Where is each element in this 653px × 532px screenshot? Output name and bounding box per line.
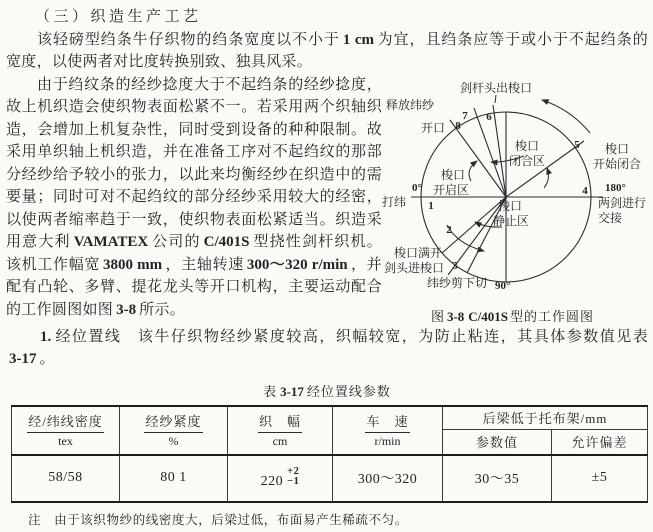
tick-number-7: 7 [462,110,468,122]
tick-number-3: 3 [452,260,458,272]
table-footnote [28,510,648,528]
label-180-degrees: 180° [605,182,626,194]
shed-opening-zone-upper-arrow [469,161,477,181]
figure-caption [374,306,651,325]
closing-zone-right-arrow [544,168,548,188]
rapier-exit-leader-line [495,95,496,103]
para2-text-i: ，并配有凸轮、多臂、提花龙头等开口机构，主要运动配合的工作圆图如图 [6,256,382,318]
cell-allowed-deviation: ±5 [552,455,648,502]
para2-text-g: ，主轴转速 [165,256,244,273]
parameters-table [11,405,648,503]
cell-width-tolerance [287,467,299,487]
figcap-model: C/401S [468,309,509,324]
label-zone-open-1: 梭口 [440,168,466,182]
para2-speed-value: 300～320 r/min [246,256,348,273]
radial-line-6 [493,105,506,197]
timing-circle-diagram [374,76,651,296]
label-zone-open-2: 开启区 [432,183,470,197]
header-allowed-deviation: 允许偏差 [552,429,648,455]
header-tightness [120,406,228,455]
rotation-direction-arrow [542,100,590,133]
label-transfer-2: 交接 [598,211,623,225]
header-backrest-span: 后梁低于托布架/mm [443,406,648,430]
shed-opening-zone-lower-arrow [447,225,484,251]
para1-text-d: 宽度，以使两者对比度转换别致、独具风采。 [6,54,313,70]
header-density [12,406,120,455]
label-release-weft: 释放纬纱 [385,98,435,112]
paragraph-2 [6,74,382,326]
table-row [12,455,648,502]
para2-text-a: 由于绉纹条的经纱捻度大于不起绉条的经纱捻度，故上机织造会使织物表面松紧不一。若采用两个织轴织造，会增加上机复杂性，同时受到设备的种种限制。故采用单织轴上机织造，并在准备工序对不起绉纹的那部分经纱给予较小的张力，以此来均衡经纱在织造中的需要量；同时可对不起绉纹的部分经纱采用较大的经密，以使两者缩率趋于一致，使织物表面松紧适当。织造采用意大利 [6,76,382,250]
header-density-label: 经/纬线密度 [27,411,104,433]
figure-3-8-timing-circle [374,76,651,325]
header-width [228,406,333,455]
paragraph-1-line-2 [6,51,648,74]
header-tightness-unit: % [168,434,179,448]
para2-text-c: 公司的 [151,234,201,250]
para3-text-c: 。 [39,351,55,367]
para2-model: C/401S [203,234,250,250]
label-shedding: 开口 [420,121,446,135]
tick-number-4: 4 [582,185,588,197]
tblcap-label: 表 [263,383,278,399]
tick-number-6: 6 [486,111,492,123]
cell-tightness: 80 1 [120,455,228,502]
label-weft-cut: 纬纱剪下切 [426,276,487,290]
label-0-degrees: 0° [412,182,422,194]
label-zone-dwell-2: 静止区 [492,214,530,228]
header-tightness-label: 经纱紧度 [144,411,202,433]
header-speed-unit: r/min [374,434,401,448]
tick-number-5: 5 [574,139,580,151]
tblcap-title: 经位置线参数 [306,383,391,399]
header-speed-label: 车 速 [365,411,409,433]
figcap-number: 3-8 [446,309,465,324]
para2-text-k: 所示。 [139,301,186,318]
header-row-1 [12,406,648,430]
tick-number-8: 8 [455,120,461,132]
header-parameter-value: 参数值 [443,429,552,455]
cell-width-sub: −1 [287,475,300,487]
para1-text-c: 为宜，且绉条应等于或小于不起绉条的 [376,31,648,48]
tblcap-number: 3-17 [280,383,304,399]
header-width-unit: cm [272,434,288,448]
note-label: 注 [28,512,42,527]
header-density-unit: tex [58,434,73,448]
figcap-prefix: 图 [430,309,445,324]
paragraph-3-line-1 [6,326,648,349]
para1-text-a: 该轻磅型绉条牛仔织物的绉条宽度以不小于 [37,31,340,48]
label-full-open-1: 梭口满开 [394,246,443,260]
cell-width-base: 220 [260,473,284,489]
para3-text-a: 经位置线 该牛仔织物经纱紧度较高，织幅较宽，为防止粘连，其具体参数值见表 [54,328,648,345]
table-caption [6,381,648,400]
label-zone-dwell-1: 梭口 [497,199,523,213]
label-close-start-1: 梭口 [604,142,630,156]
tick-number-2: 2 [446,224,452,236]
cell-parameter-value: 30～35 [443,455,552,502]
para2-text-e: 型挠性剑杆织机。该机工作幅宽 [6,234,382,273]
para2-figure-ref: 3-8 [116,301,137,318]
para3-table-ref: 3-17 [9,351,37,367]
header-speed [333,406,443,455]
figcap-rest: 型的工作圆图 [510,309,595,324]
cell-density: 58/58 [12,455,120,502]
para2-width-value: 3800 mm [103,256,163,273]
label-zone-close-1: 梭口 [514,139,540,153]
cell-width-sup: +2 [287,465,300,477]
para1-value-1cm: 1 cm [342,31,374,48]
label-close-start-2: 开始闭合 [592,157,642,171]
cell-width [228,455,333,502]
tick-number-1: 1 [428,200,434,212]
section-title: （三）织造生产工艺 [35,9,202,25]
label-zone-close-2: 闭合区 [508,154,546,168]
label-full-open-2: 剑头进梭口 [384,261,445,275]
label-rapier-exit: 剑杆头出梭口 [459,81,533,95]
header-width-label: 织 幅 [258,411,302,433]
para3-number: 1. [40,328,52,345]
paragraph-1-line-1 [6,29,648,52]
label-transfer-1: 两剑进行 [598,196,647,210]
note-text: 由于该织物纱的线密度大，后梁过低，布面易产生稀疏不匀。 [54,512,408,527]
label-beat-up: 打纬 [382,195,407,209]
label-90-degrees: 90° [495,280,511,292]
cell-speed: 300～320 [333,455,443,502]
paragraph-3-line-2 [6,348,648,371]
para2-brand: VAMATEX [73,234,149,250]
